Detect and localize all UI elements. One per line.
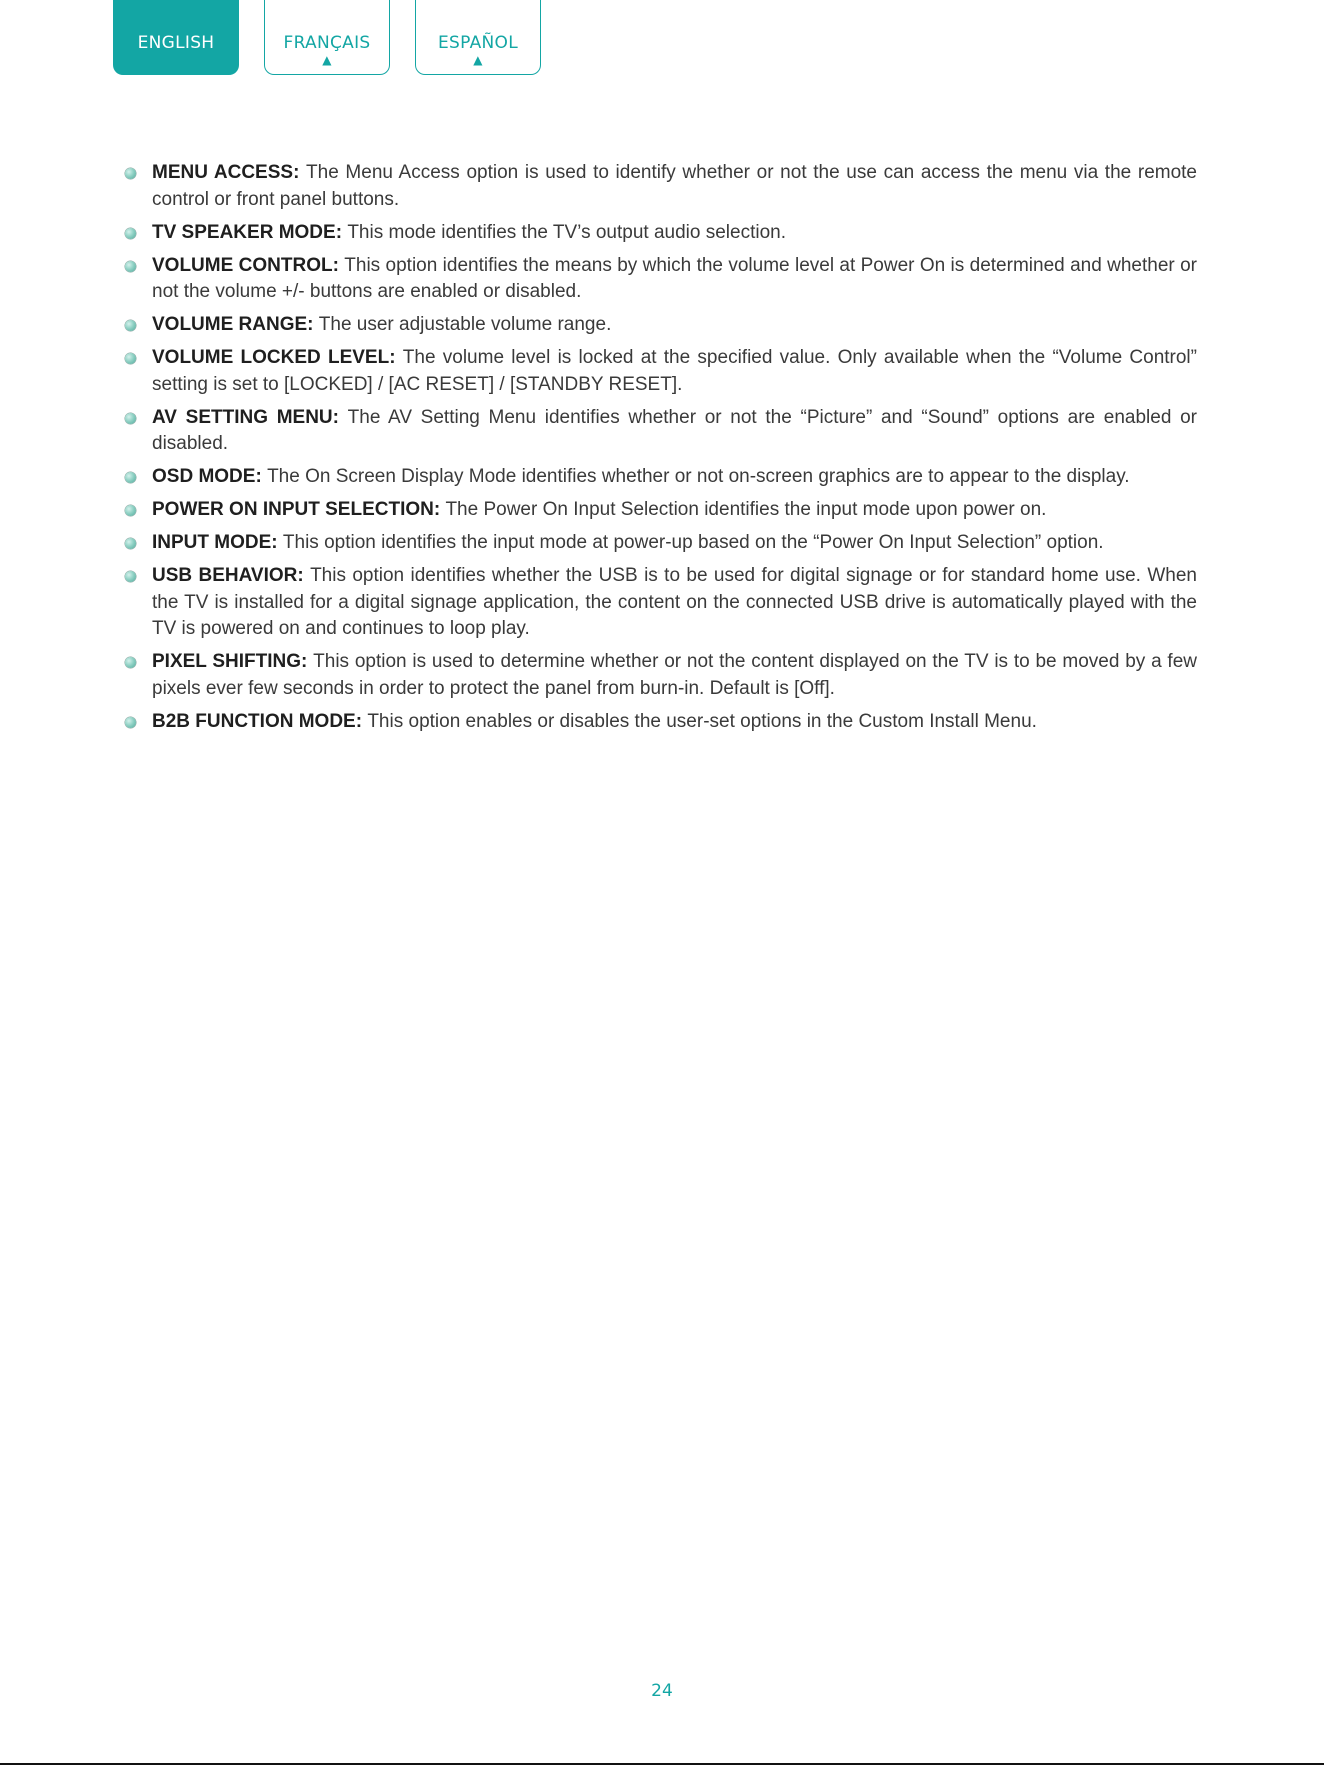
- tab-english[interactable]: [113, 0, 239, 75]
- item-description: This option enables or disables the user-set options in the Custom Install Menu.: [367, 710, 1037, 732]
- item-description: This mode identifies the TV’s output audio selection.: [347, 221, 786, 243]
- bullet-icon: [125, 571, 136, 582]
- list-item-b2b-function-mode: [124, 709, 1197, 736]
- list-item-input-mode: [124, 530, 1197, 557]
- item-term: PIXEL SHIFTING:: [152, 651, 314, 672]
- list-item-power-on-input-selection: [124, 497, 1197, 524]
- item-term: OSD MODE:: [152, 466, 268, 487]
- item-term: AV SETTING MENU:: [152, 406, 348, 428]
- item-description: The user adjustable volume range.: [318, 314, 612, 335]
- tab-francais-label: FRANÇAIS: [283, 33, 371, 53]
- tab-espanol-label: ESPAÑOL: [438, 33, 518, 53]
- item-description: The Power On Input Selection identifies the input mode upon power on.: [445, 499, 1047, 520]
- item-description: This option identifies the means by which the volume level at Power On is determined and whether or not the volume +/- buttons are enabled or disabled.: [152, 254, 1197, 302]
- bullet-icon: [125, 717, 136, 728]
- item-description: This option identifies whether the USB is to be used for digital signage or for standard home use. When the TV is installed for a digital signage application, the content on the connected USB drive is automatically played with the TV is powered on and continues to loop play.: [152, 565, 1197, 639]
- list-item-volume-range: [124, 312, 1197, 339]
- bullet-icon: [125, 353, 136, 364]
- item-term: INPUT MODE:: [152, 532, 283, 553]
- item-term: TV SPEAKER MODE:: [152, 221, 348, 243]
- item-term: MENU ACCESS:: [152, 162, 307, 183]
- list-item-volume-control: [124, 253, 1197, 306]
- up-arrow-icon: ▲: [322, 53, 332, 67]
- page-number: 24: [651, 1681, 673, 1701]
- list-item-tv-speaker-mode: [124, 220, 1197, 247]
- item-description: The On Screen Display Mode identifies whether or not on-screen graphics are to appear to the display.: [267, 466, 1130, 487]
- item-description: The AV Setting Menu identifies whether or not the “Picture” and “Sound” options are enabled or disabled.: [152, 406, 1197, 454]
- item-term: VOLUME RANGE:: [152, 314, 319, 335]
- list-item-pixel-shifting: [124, 649, 1197, 702]
- bullet-icon: [125, 472, 136, 483]
- item-term: B2B FUNCTION MODE:: [152, 710, 368, 732]
- list-item-osd-mode: [124, 464, 1197, 491]
- item-term: USB BEHAVIOR:: [152, 565, 311, 586]
- bullet-icon: [125, 228, 136, 239]
- item-description: The Menu Access option is used to identify whether or not the use can access the menu via the remote control or front panel buttons.: [152, 162, 1197, 210]
- bullet-icon: [125, 320, 136, 331]
- bullet-icon: [125, 505, 136, 516]
- item-description: This option identifies the input mode at power-up based on the “Power On Input Selection” option.: [282, 532, 1104, 553]
- bullet-icon: [125, 168, 136, 179]
- item-term: POWER ON INPUT SELECTION:: [152, 499, 446, 520]
- bullet-icon: [125, 538, 136, 549]
- item-description: The volume level is locked at the specified value. Only available when the “Volume Control” setting is set to [LOCKED] / [AC RESET] / [STANDBY RESET].: [152, 347, 1197, 395]
- list-item-volume-locked-level: [124, 345, 1197, 398]
- item-description: This option is used to determine whether or not the content displayed on the TV is to be moved by a few pixels ever few seconds in order to protect the panel from burn-in. Default is [Off].: [152, 651, 1197, 699]
- tab-espanol[interactable]: [415, 0, 541, 75]
- tab-francais[interactable]: [264, 0, 390, 75]
- item-term: VOLUME CONTROL:: [152, 254, 345, 276]
- item-term: VOLUME LOCKED LEVEL:: [152, 347, 403, 368]
- bullet-icon: [125, 657, 136, 668]
- bullet-icon: [125, 413, 136, 424]
- up-arrow-icon: ▲: [473, 53, 483, 67]
- list-item-av-setting-menu: [124, 405, 1197, 458]
- settings-description-list: [124, 160, 1197, 742]
- bullet-icon: [125, 261, 136, 272]
- list-item-menu-access: [124, 160, 1197, 213]
- tab-english-label: ENGLISH: [137, 33, 215, 53]
- language-tabs: [113, 0, 541, 75]
- list-item-usb-behavior: [124, 563, 1197, 643]
